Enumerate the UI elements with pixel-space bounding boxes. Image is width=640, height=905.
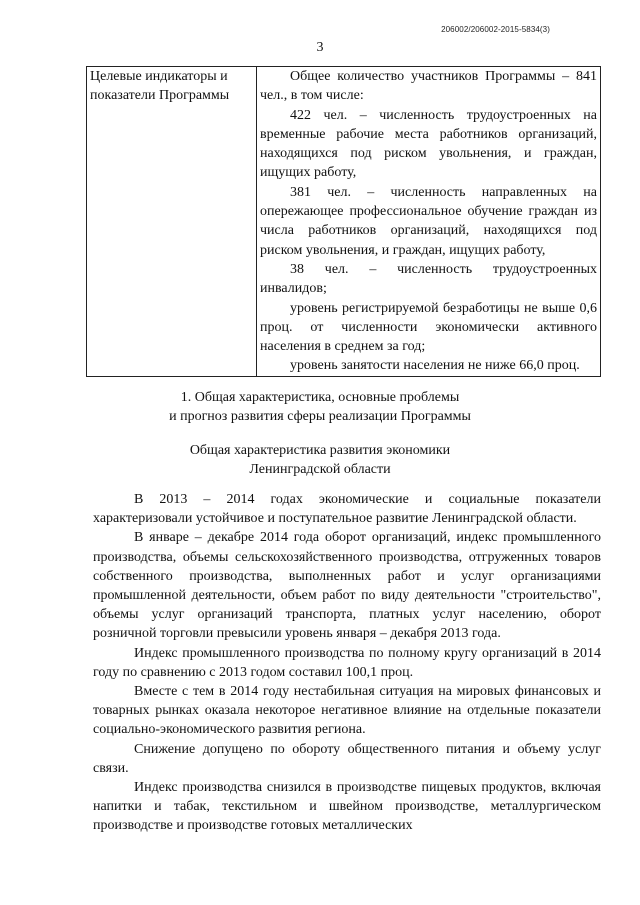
- section-heading: [0, 388, 640, 426]
- indicator-item: 422 чел. – численность трудоустроенных на временные рабочие места работников организаций, находящихся под риском увольнения, и граждан, ищущих работу,: [260, 107, 597, 181]
- section-heading-line: 1. Общая характеристика, основные проблемы: [180, 390, 460, 405]
- indicator-item: уровень регистрируемой безработицы не выше 0,6 проц. от численности экономически активного населения в среднем за год;: [260, 300, 597, 355]
- table-label-cell: Целевые индикаторы и показатели Программы: [87, 67, 257, 377]
- paragraph: Индекс промышленного производства по полному кругу организаций в 2014 году по сравнению с 2013 годом составил 100,1 проц.: [93, 645, 601, 680]
- table-row: [87, 67, 601, 377]
- indicator-item: 38 чел. – численность трудоустроенных инвалидов;: [260, 261, 597, 297]
- paragraph: Снижение допущено по обороту общественного питания и объему услуг связи.: [93, 741, 601, 776]
- document-id: 206002/206002-2015-5834(3): [441, 25, 550, 34]
- section-heading-line: и прогноз развития сферы реализации Программы: [169, 409, 471, 424]
- paragraph: Вместе с тем в 2014 году нестабильная ситуация на мировых финансовых и товарных рынках оказала некоторое негативное влияние на отдельные показатели социально-экономического развития региона.: [93, 684, 601, 738]
- indicator-item: уровень занятости населения не ниже 66,0 проц.: [290, 358, 580, 374]
- indicator-item: Общее количество участников Программы – 841 чел., в том числе:: [260, 69, 597, 104]
- subsection-heading: [0, 441, 640, 479]
- page-number: 3: [316, 40, 324, 55]
- subsection-heading-line: Ленинградской области: [249, 462, 391, 477]
- paragraph: В 2013 – 2014 годах экономические и социальные показатели характеризовали устойчивое и поступательное развитие Ленинградской области.: [93, 492, 601, 527]
- subsection-heading-line: Общая характеристика развития экономики: [189, 443, 451, 458]
- indicators-table: [86, 66, 601, 377]
- paragraph: Индекс производства снизился в производстве пищевых продуктов, включая напитки и табак, текстильном и швейном производстве, металлургическом производстве и производстве готовых металлических: [93, 780, 601, 834]
- table-content-cell: [257, 67, 601, 377]
- body-text: [93, 490, 601, 836]
- indicator-item: 381 чел. – численность направленных на опережающее профессиональное обучение граждан из числа работников организаций, находящихся под риском увольнения, и граждан, ищущих работу,: [260, 184, 597, 258]
- paragraph: В январе – декабре 2014 года оборот организаций, индекс промышленного производства, объемы сельскохозяйственного производства, отгруженных товаров собственного производства, выполненных работ и услуг организациями промышленной деятельности, объем работ по виду деятельности "строительство", объемы услуг организаций транспорта, платных услуг населению, оборот розничной торговли превысили уровень января – декабря 2013 года.: [93, 530, 601, 642]
